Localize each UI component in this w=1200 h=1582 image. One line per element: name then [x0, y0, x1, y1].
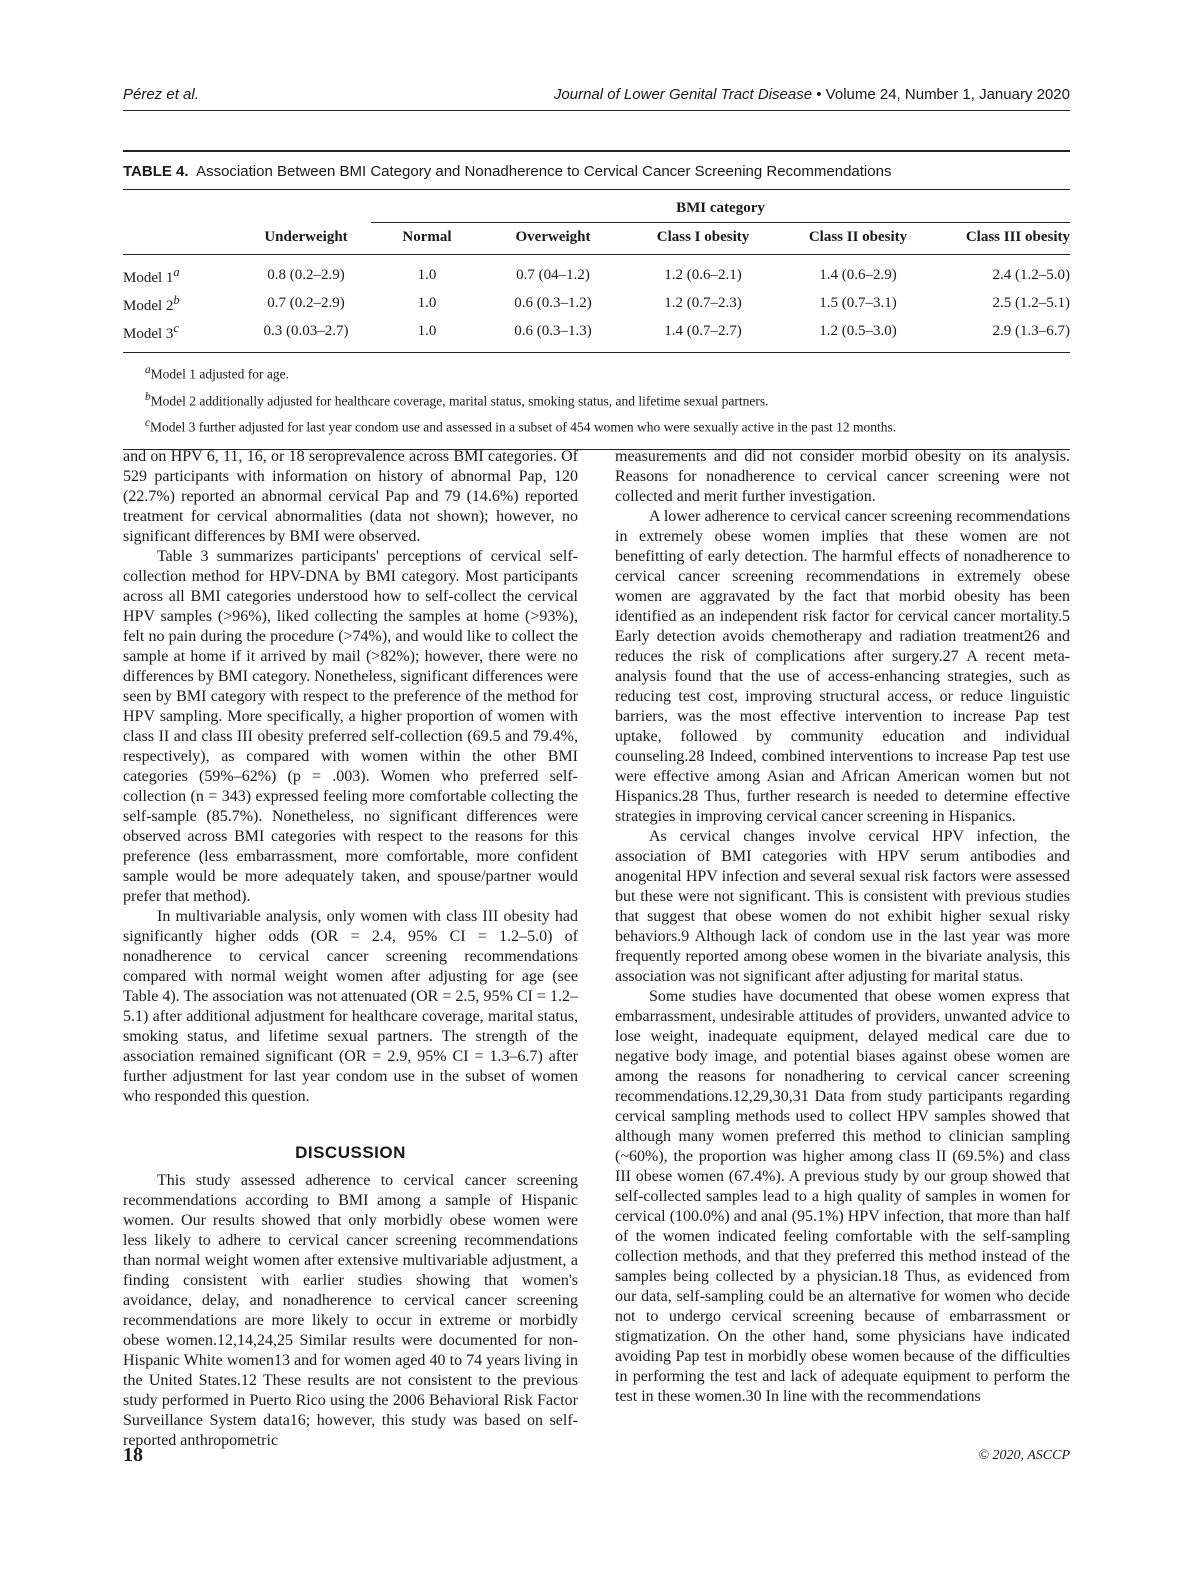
column-header: Normal: [371, 223, 483, 255]
column-header: Class I obesity: [623, 223, 783, 255]
copyright: © 2020, ASCCP: [978, 1448, 1070, 1463]
table-cell: 1.4 (0.7–2.7): [664, 323, 742, 339]
table-cell: 1.2 (0.6–2.1): [664, 267, 742, 283]
body-paragraph: Some studies have documented that obese women express that embarrassment, undesirable attitudes of providers, unwanted advice to lose weight, inadequate equipment, delayed medical care due to negative body image, and potential biases against obese women are among the reasons for nonadhering to cervical cancer screening recommendations.12,29,30,31 Data from study participants regarding cervical sampling methods used to collect HPV samples showed that although many women preferred this method to clinician sampling (~60%), the proportion was higher among class II (69.5%) and class III obese women (67.4%). A previous study by our group showed that self-collected samples lead to a high quality of samples in women for cervical (100.0%) and anal (95.1%) HPV infection, that more than half of the women indicated feeling comfortable with the self-sampling collection methods, and that they preferred this method instead of the samples being collected by a physician.18 Thus, as evidenced from our data, self-sampling could be an alternative for women who decide not to undergo cervical screening because of embarrassment or stigmatization. On the other hand, some physicians have indicated avoiding Pap test in morbidly obese women because of the difficulties in performing the test and lack of adequate equipment to perform the test in these women.30 In line with the recommendations: [615, 988, 1070, 1405]
table-row: [123, 289, 1070, 317]
table-cell: 0.6 (0.3–1.3): [514, 323, 592, 339]
table-row: [123, 317, 1070, 352]
column-header: Underweight: [241, 223, 371, 255]
row-label: Model 3$^c$: [123, 321, 179, 342]
bmi-category-header: BMI category: [371, 190, 1070, 223]
body-paragraph: and on HPV 6, 11, 16, or 18 seroprevalence across BMI categories. Of 529 participants with information on history of abnormal Pap, 120 (22.7%) reported an abnormal cervical Pap and 79 (14.6%) reported treatment for cervical abnormalities (data not shown); however, no significant differences by BMI were observed.: [123, 448, 578, 545]
table-cell: 2.4 (1.2–5.0): [992, 267, 1070, 283]
footnote: $^c$Model 3 further adjusted for last year condom use and assessed in a subset of 454 women who were sexually active in the past 12 months.: [145, 417, 897, 435]
table-cell: 1.0: [417, 267, 437, 283]
table-cell: 0.7 (04–1.2): [516, 267, 590, 283]
footnote: $^b$Model 2 additionally adjusted for healthcare coverage, marital status, smoking status, and lifetime sexual partners.: [145, 390, 769, 408]
right-column: [615, 447, 1070, 1407]
row-label: Model 2$^b$: [123, 293, 180, 314]
body-paragraph: As cervical changes involve cervical HPV infection, the association of BMI categories with HPV serum antibodies and anogenital HPV infection and several sexual risk factors were assessed but these were not significant. This is consistent with previous studies that suggest that obese women do not exhibit higher sexual risky behaviors.9 Although lack of condom use in the last year was more frequently reported among obese women in the bivariate analysis, this association was not significant after adjusting for marital status.: [615, 828, 1070, 985]
column-header: Class III obesity: [933, 223, 1070, 255]
column-header: Class II obesity: [783, 223, 933, 255]
author-running-head: Pérez et al.: [123, 86, 199, 103]
left-column: [123, 447, 578, 1451]
table-cell: 1.0: [417, 295, 437, 311]
table-cell: 1.2 (0.5–3.0): [819, 323, 897, 339]
row-label: Model 1$^a$: [123, 265, 180, 286]
results-table: [123, 190, 1070, 352]
table-cell: 2.5 (1.2–5.1): [992, 295, 1070, 311]
running-header: [123, 86, 1070, 111]
table-cell: 0.6 (0.3–1.2): [514, 295, 592, 311]
page-number: 18: [123, 1444, 143, 1466]
journal-info: [554, 86, 1070, 103]
table-cell: 0.7 (0.2–2.9): [267, 295, 345, 311]
table-4: [123, 150, 1070, 450]
table-cell: 1.4 (0.6–2.9): [819, 267, 897, 283]
footnote: $^a$Model 1 adjusted for age.: [145, 364, 289, 382]
bullet: •: [816, 86, 822, 103]
table-title: [123, 163, 1070, 190]
body-paragraph: A lower adherence to cervical cancer screening recommendations in extremely obese women implies that these women are not benefitting of early detection. The harmful effects of nonadherence to cervical cancer screening recommendations in extremely obese women are aggravated by the fact that morbid obesity has been identified as an independent risk factor for cervical cancer mortality.5 Early detection avoids chemotherapy and radiation treatment26 and reduces the risk of complications after surgery.27 A recent meta-analysis found that the use of access-enhancing strategies, such as reducing test cost, improving structural access, or reduce linguistic barriers, was the most effective intervention to increase Pap test uptake, followed by community education and individual counseling.28 Indeed, combined interventions to increase Pap test use were effective among Asian and African American women but not Hispanics.28 Thus, further research is needed to determine effective strategies in improving cervical cancer screening in Hispanics.: [615, 508, 1070, 825]
body-paragraph: In multivariable analysis, only women with class III obesity had significantly higher odds (OR = 2.4, 95% CI = 1.2–5.0) of nonadherence to cervical cancer screening recommendations compared with normal weight women after adjusting for age (see Table 4). The association was not attenuated (OR = 2.5, 95% CI = 1.2–5.1) after additional adjustment for healthcare coverage, marital status, smoking status, and lifetime sexual partners. The strength of the association remained significant (OR = 2.9, 95% CI = 1.3–6.7) after further adjustment for last year condom use in the subset of women who responded this question.: [123, 908, 578, 1105]
table-cell: 0.8 (0.2–2.9): [267, 267, 345, 283]
table-cell: 1.0: [417, 323, 437, 339]
column-header: Overweight: [483, 223, 623, 255]
volume-info: Volume 24, Number 1, January 2020: [825, 86, 1070, 103]
table-caption: Association Between BMI Category and Nonadherence to Cervical Cancer Screening Recommendations: [196, 163, 892, 180]
body-paragraph: This study assessed adherence to cervical cancer screening recommendations according to BMI among a sample of Hispanic women. Our results showed that only morbidly obese women were less likely to adhere to cervical cancer screening recommendations than normal weight women after extensive multivariable adjustment, a finding consistent with earlier studies showing that women's avoidance, delay, and nonadherence to cervical cancer screening recommendations are more likely to occur in extreme or morbidly obese women.12,14,24,25 Similar results were documented for non-Hispanic White women13 and for women aged 40 to 74 years living in the United States.12 These results are not consistent to the previous study performed in Puerto Rico using the 2006 Behavioral Risk Factor Surveillance System data16; however, this study was based on self-reported anthropometric: [123, 1172, 578, 1449]
table-cell: 0.3 (0.03–2.7): [263, 323, 349, 339]
body-paragraph: measurements and did not consider morbid obesity on its analysis. Reasons for nonadherence to cervical cancer screening were not collected and merit further investigation.: [615, 448, 1070, 505]
table-cell: 1.5 (0.7–3.1): [819, 295, 897, 311]
table-cell: 1.2 (0.7–2.3): [664, 295, 742, 311]
body-paragraph: Table 3 summarizes participants' perceptions of cervical self-collection method for HPV-DNA by BMI category. Most participants across all BMI categories understood how to self-collect the cervical HPV samples (>96%), liked collecting the samples at home (>93%), felt no pain during the procedure (>74%), and would like to collect the sample at home if it arrived by mail (>82%); however, there were no differences by BMI category. Nonetheless, significant differences were seen by BMI category with respect to the preference of the method for HPV sampling. More specifically, a higher proportion of women with class II and class III obesity preferred self-collection (69.5 and 79.4%, respectively), as compared with women within the other BMI categories (59%–62%) (p = .003). Women who preferred self-collection (n = 343) expressed feeling more comfortable collecting the self-sample (85.7%). Nonetheless, no significant differences were observed across BMI categories with respect to the reasons for this preference (less embarrassment, more comfortable, more confident sample would be more adequately taken, and spouse/partner would prefer that method).: [123, 548, 578, 905]
table-footnotes: [123, 352, 1070, 450]
table-label: TABLE 4.: [123, 163, 189, 180]
table-cell: 2.9 (1.3–6.7): [992, 323, 1070, 339]
section-heading: DISCUSSION: [295, 1143, 406, 1162]
journal-name: Journal of Lower Genital Tract Disease: [553, 86, 813, 103]
table-row: [123, 255, 1070, 290]
